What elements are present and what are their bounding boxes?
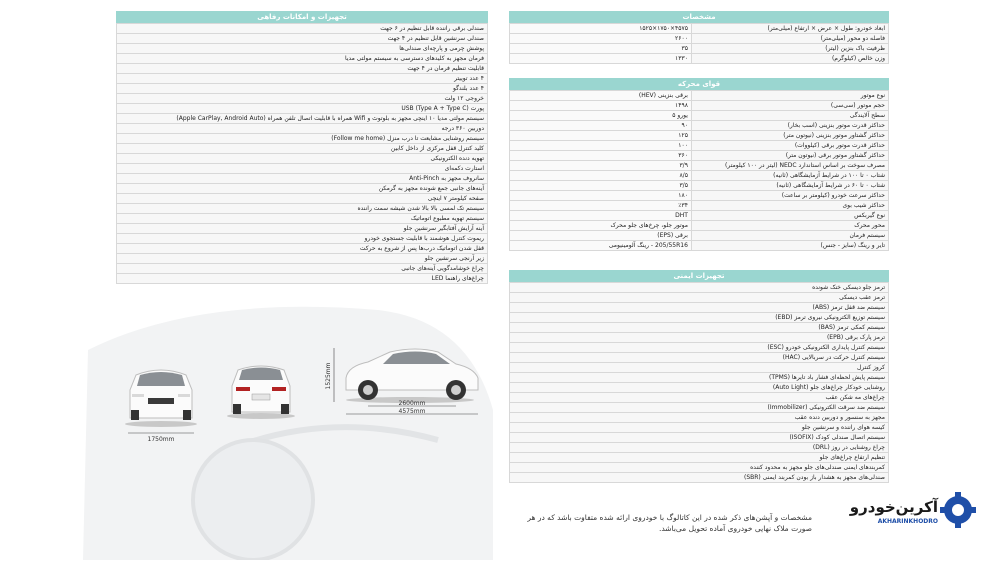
powertrain-row-label: تایر و رینگ (سایز - جنس) — [691, 241, 888, 251]
height-dimension-label: 1525mm — [325, 362, 332, 390]
comfort-feature-row — [117, 174, 488, 184]
comfort-feature-row-text: ۴ عدد بلندگو — [117, 84, 488, 94]
background-wheel — [193, 440, 313, 560]
safety-feature-row-text: چراغ روشنایی در روز (DRL) — [510, 443, 889, 453]
powertrain-row — [510, 171, 889, 181]
powertrain-row-label: حداکثر سرعت خودرو (کیلومتر بر ساعت) — [691, 191, 888, 201]
gear-icon — [940, 492, 976, 528]
safety-feature-row — [510, 403, 889, 413]
comfort-feature-row — [117, 144, 488, 154]
powertrain-row — [510, 131, 889, 141]
comfort-feature-row — [117, 114, 488, 124]
wheelbase-dimension-label: 2600mm — [398, 400, 426, 407]
comfort-feature-row-text: سیستم روشنایی مشایعت تا درب منزل (Follow me home) — [117, 134, 488, 144]
comfort-features-list — [117, 24, 488, 284]
spec-row-label: وزن خالص (کیلوگرم) — [691, 54, 888, 64]
safety-feature-row-text: سیستم کمکی ترمز (BAS) — [510, 323, 889, 333]
comfort-feature-row — [117, 64, 488, 74]
comfort-feature-row — [117, 134, 488, 144]
comfort-feature-row-text: دوربین ۳۶۰ درجه — [117, 124, 488, 134]
powertrain-row-value: 205/55R16 - رینگ آلومینیومی — [510, 241, 692, 251]
powertrain-row-value: ۳۶۰ — [510, 151, 692, 161]
comfort-feature-row — [117, 34, 488, 44]
comfort-feature-row-text: چراغ خوشامدگویی آینه‌های جانبی — [117, 264, 488, 274]
safety-feature-row — [510, 373, 889, 383]
comfort-feature-row — [117, 274, 488, 284]
comfort-feature-row — [117, 84, 488, 94]
powertrain-row-label: محور محرک — [691, 221, 888, 231]
powertrain-row-label: سطح آلایندگی — [691, 111, 888, 121]
powertrain-row-value: ۳/۹ — [510, 161, 692, 171]
safety-feature-row — [510, 423, 889, 433]
comfort-feature-row-text: خروجی ۱۲ ولت — [117, 94, 488, 104]
powertrain-row-label: شتاب ۰ تا ۶۰ در شرایط آزمایشگاهی (ثانیه) — [691, 181, 888, 191]
comfort-feature-row-text: فرمان مجهز به کلیدهای دسترسی به سیستم مولتی مدیا — [117, 54, 488, 64]
footnote: مشخصات و آپشن‌های ذکر شده در این کاتالوگ با خودروی ارائه شده متفاوت باشد که در هر صورت ملاک نهایی خودروی آماده تحویل می‌باشد. — [527, 513, 812, 533]
powertrain-row-label: حداکثر گشتاور موتور بنزینی (نیوتون متر) — [691, 131, 888, 141]
comfort-feature-row — [117, 254, 488, 264]
comfort-feature-row-text: سیستم تک لمسی بالا بالا شدن شیشه سمت راننده — [117, 204, 488, 214]
comfort-feature-row — [117, 204, 488, 214]
powertrain-row-value: DHT — [510, 211, 692, 221]
spec-row-value: ۱۳۳۰ — [510, 54, 692, 64]
spec-row-label: ابعاد خودرو: طول × عرض × ارتفاع (میلی‌متر) — [691, 24, 888, 34]
safety-feature-row-text: تنظیم ارتفاع چراغ‌های جلو — [510, 453, 889, 463]
safety-feature-row — [510, 363, 889, 373]
comfort-feature-row-text: سیستم مولتی مدیا ۱۰ اینچی مجهز به بلوتوث و Wifi همراه با قابلیت اتصال تلفن همراه (Apple CarPlay, Android Auto) — [117, 114, 488, 124]
safety-features-panel — [509, 270, 889, 483]
length-dimension-label: 4575mm — [398, 408, 426, 415]
specs-panel — [509, 11, 889, 64]
safety-feature-row-text: سیستم ضد قفل ترمز (ABS) — [510, 303, 889, 313]
logo-subtext: AKHARINKHODRO — [877, 518, 938, 525]
safety-feature-row — [510, 303, 889, 313]
safety-feature-row-text: سیستم توزیع الکترونیکی نیروی ترمز (EBD) — [510, 313, 889, 323]
powertrain-row-label: حداکثر گشتاور موتور برقی (نیوتون متر) — [691, 151, 888, 161]
comfort-feature-row-text: سانروف مجهز به Anti-Pinch — [117, 174, 488, 184]
comfort-feature-row — [117, 184, 488, 194]
safety-feature-row-text: صندلی‌های مجهز به هشدار باز بودن کمربند ایمنی (SBR) — [510, 473, 889, 483]
spec-row — [510, 24, 889, 34]
powertrain-row-value: برقی (EPS) — [510, 231, 692, 241]
powertrain-row-label: شتاب ۰ تا ۱۰۰ در شرایط آزمایشگاهی (ثانیه) — [691, 171, 888, 181]
safety-feature-row-text: کمربندهای ایمنی صندلی‌های جلو مجهز به محدود کننده — [510, 463, 889, 473]
safety-feature-row-text: ترمز عقب دیسکی — [510, 293, 889, 303]
safety-feature-row — [510, 343, 889, 353]
powertrain-row-label: حداکثر شیب بوی — [691, 201, 888, 211]
comfort-features-panel — [116, 11, 488, 284]
safety-feature-row — [510, 443, 889, 453]
comfort-feature-row-text: چراغ‌های راهنما LED — [117, 274, 488, 284]
safety-feature-row — [510, 313, 889, 323]
powertrain-row-value: ۸/۵ — [510, 171, 692, 181]
car-dimensions-illustration — [78, 290, 498, 560]
comfort-features-title: تجهیزات و امکانات رفاهی — [116, 11, 488, 23]
powertrain-row — [510, 101, 889, 111]
powertrain-row — [510, 141, 889, 151]
safety-feature-row-text: ترمز پارک برقی (EPB) — [510, 333, 889, 343]
comfort-feature-row-text: کلید کنترل قفل مرکزی از داخل کابین — [117, 144, 488, 154]
comfort-feature-row — [117, 244, 488, 254]
powertrain-row — [510, 121, 889, 131]
powertrain-panel — [509, 78, 889, 251]
comfort-feature-row-text: سیستم تهویه مطبوع اتوماتیک — [117, 214, 488, 224]
comfort-feature-row-text: قابلیت تنظیم فرمان در ۴ جهت — [117, 64, 488, 74]
powertrain-row — [510, 91, 889, 101]
comfort-feature-row-text: پوشش چرمی و پارچه‌ای صندلی‌ها — [117, 44, 488, 54]
powertrain-row — [510, 221, 889, 231]
safety-features-list — [510, 283, 889, 483]
spec-row-value: ۲۶۰۰ — [510, 34, 692, 44]
safety-feature-row-text: سیستم کنترل پایداری الکترونیکی خودرو (ESC) — [510, 343, 889, 353]
powertrain-row-value: ۱۸۰ — [510, 191, 692, 201]
powertrain-row — [510, 241, 889, 251]
comfort-feature-row-text: صندلی برقی راننده قابل تنظیم در ۶ جهت — [117, 24, 488, 34]
powertrain-row — [510, 161, 889, 171]
safety-feature-row — [510, 433, 889, 443]
safety-feature-row-text: سیستم پایش لحظه‌ای فشار باد تایرها (TPMS) — [510, 373, 889, 383]
powertrain-row-value: ٪۳۴ — [510, 201, 692, 211]
logo-text: آکرین‌خودرو — [849, 498, 938, 516]
powertrain-row-value: برقی بنزینی (HEV) — [510, 91, 692, 101]
comfort-feature-row-text: صفحه کیلومتر ۷ اینچی — [117, 194, 488, 204]
powertrain-row — [510, 191, 889, 201]
powertrain-row — [510, 231, 889, 241]
safety-feature-row-text: چراغ‌های مه شکن عقب — [510, 393, 889, 403]
safety-features-title: تجهیزات ایمنی — [509, 270, 889, 282]
powertrain-row — [510, 211, 889, 221]
powertrain-title: قوای محرکه — [509, 78, 889, 90]
safety-feature-row — [510, 333, 889, 343]
safety-feature-row-text: کروز کنترل — [510, 363, 889, 373]
safety-feature-row — [510, 293, 889, 303]
safety-feature-row-text: سیستم کنترل حرکت در سربالایی (HAC) — [510, 353, 889, 363]
powertrain-row-value: موتور جلو، چرخ‌های جلو محرک — [510, 221, 692, 231]
brand-logo — [818, 490, 978, 530]
spec-row — [510, 54, 889, 64]
comfort-feature-row-text: آینه آرایش آفتابگیر سرنشین جلو — [117, 224, 488, 234]
comfort-feature-row — [117, 124, 488, 134]
powertrain-row-value: ۱۲۵ — [510, 131, 692, 141]
comfort-feature-row — [117, 94, 488, 104]
safety-feature-row — [510, 283, 889, 293]
specs-table — [510, 24, 889, 64]
powertrain-row-label: نوع موتور — [691, 91, 888, 101]
safety-feature-row-text: مجهز به سنسور و دوربین دنده عقب — [510, 413, 889, 423]
powertrain-row-label: سیستم فرمان — [691, 231, 888, 241]
comfort-feature-row-text: پورت USB (Type A + Type C) — [117, 104, 488, 114]
safety-feature-row-text: کیسه هوای راننده و سرنشین جلو — [510, 423, 889, 433]
powertrain-row — [510, 181, 889, 191]
comfort-feature-row-text: تهویه دنده الکترونیکی — [117, 154, 488, 164]
spec-row — [510, 44, 889, 54]
safety-feature-row — [510, 323, 889, 333]
powertrain-row-value: ۱۴۹۸ — [510, 101, 692, 111]
safety-feature-row — [510, 383, 889, 393]
powertrain-table — [510, 91, 889, 251]
comfort-feature-row — [117, 24, 488, 34]
comfort-feature-row — [117, 154, 488, 164]
safety-feature-row-text: سیستم اتصال صندلی کودک (ISOFIX) — [510, 433, 889, 443]
comfort-feature-row-text: قفل شدن اتوماتیک درب‌ها پس از شروع به حرکت — [117, 244, 488, 254]
spec-row-label: فاصله دو محور (میلی‌متر) — [691, 34, 888, 44]
comfort-feature-row-text: زیر آرنجی سرنشین جلو — [117, 254, 488, 264]
powertrain-row-label: حداکثر قدرت موتور برقی (کیلووات) — [691, 141, 888, 151]
rear-view-car — [227, 366, 295, 419]
spec-row-label: ظرفیت باک بنزین (لیتر) — [691, 44, 888, 54]
powertrain-row-label: مصرف سوخت بر اساس استاندارد NEDC (لیتر در ۱۰۰ کیلومتر) — [691, 161, 888, 171]
specs-title: مشخصات — [509, 11, 889, 23]
front-view-car — [125, 370, 197, 427]
comfort-feature-row — [117, 224, 488, 234]
width-dimension-label: 1750mm — [147, 436, 175, 443]
powertrain-row-value: یورو ۵ — [510, 111, 692, 121]
comfort-feature-row-text: صندلی سرنشین قابل تنظیم در ۴ جهت — [117, 34, 488, 44]
comfort-feature-row-text: استارت دکمه‌ای — [117, 164, 488, 174]
safety-feature-row — [510, 353, 889, 363]
spec-row — [510, 34, 889, 44]
safety-feature-row — [510, 453, 889, 463]
comfort-feature-row-text: ۴ عدد توییتر — [117, 74, 488, 84]
comfort-feature-row — [117, 194, 488, 204]
comfort-feature-row-text: آینه‌های جانبی جمع شونده مجهز به گرمکن — [117, 184, 488, 194]
powertrain-row-value: ۱۰۰ — [510, 141, 692, 151]
comfort-feature-row-text: ریموت کنترل هوشمند با قابلیت جستجوی خودرو — [117, 234, 488, 244]
spec-row-value: ۳۵ — [510, 44, 692, 54]
spec-row-value: ۴۵۷۵×۱۷۵۰×۱۵۲۵ — [510, 24, 692, 34]
powertrain-row-value: ۹۰ — [510, 121, 692, 131]
comfort-feature-row — [117, 264, 488, 274]
comfort-feature-row — [117, 164, 488, 174]
powertrain-row-value: ۳/۵ — [510, 181, 692, 191]
comfort-feature-row — [117, 44, 488, 54]
powertrain-row-label: حداکثر قدرت موتور بنزینی (اسب بخار) — [691, 121, 888, 131]
powertrain-row-label: نوع گیربکس — [691, 211, 888, 221]
powertrain-row — [510, 201, 889, 211]
safety-feature-row-text: ترمز جلو دیسکی خنک شونده — [510, 283, 889, 293]
safety-feature-row — [510, 413, 889, 423]
safety-feature-row-text: سیستم ضد سرقت الکترونیکی (Immobilizer) — [510, 403, 889, 413]
safety-feature-row — [510, 393, 889, 403]
safety-feature-row-text: روشنایی خودکار چراغ‌های جلو (Auto Light) — [510, 383, 889, 393]
powertrain-row — [510, 111, 889, 121]
comfort-feature-row — [117, 74, 488, 84]
comfort-feature-row — [117, 214, 488, 224]
safety-feature-row — [510, 473, 889, 483]
powertrain-row — [510, 151, 889, 161]
comfort-feature-row — [117, 104, 488, 114]
comfort-feature-row — [117, 54, 488, 64]
powertrain-row-label: حجم موتور (سی‌سی) — [691, 101, 888, 111]
comfort-feature-row — [117, 234, 488, 244]
safety-feature-row — [510, 463, 889, 473]
